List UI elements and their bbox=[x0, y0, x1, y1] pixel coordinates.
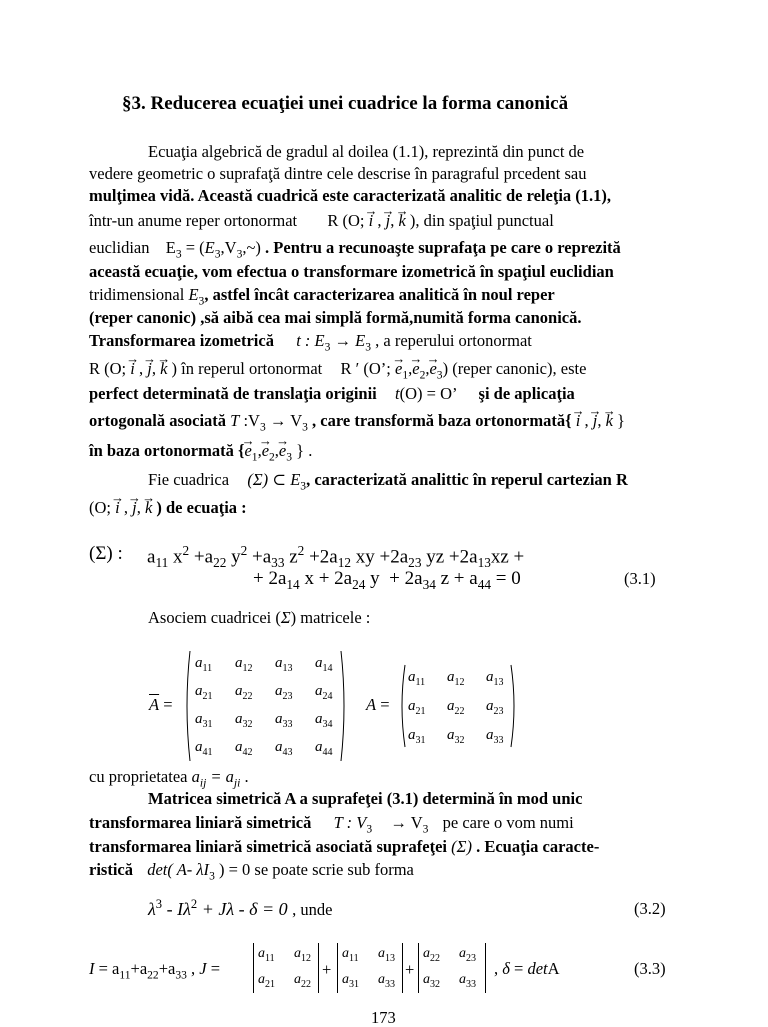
subscript: 3 bbox=[259, 421, 266, 434]
text-span: ristică bbox=[89, 860, 133, 879]
text-span: → V bbox=[390, 813, 423, 832]
text-span: λ bbox=[148, 899, 156, 919]
text-span: E bbox=[188, 285, 199, 304]
text-span: - Iλ bbox=[162, 899, 191, 919]
text-span: E bbox=[204, 238, 215, 257]
matrix-cell: $a_{43}$ bbox=[275, 739, 293, 758]
vector-j: → j bbox=[132, 500, 137, 517]
text-span: într-un anume reper ortonormat bbox=[89, 211, 298, 230]
determinant-right-bar bbox=[318, 943, 319, 993]
matrix-cell: $a_{21}$ bbox=[195, 683, 213, 702]
basis-e: → $e_1,\to e_2,\to e_3$ bbox=[395, 359, 443, 378]
text-span: a bbox=[191, 767, 200, 786]
matrix-cell: $a_{42}$ bbox=[235, 739, 253, 758]
matrix-cell: $a_{41}$ bbox=[195, 739, 213, 758]
paragraph-1-line-1: Ecuaţia algebrică de gradul al doilea (1.1), reprezintă din punct de bbox=[148, 142, 585, 161]
text-span: Transformarea izometrică bbox=[89, 331, 274, 350]
text-span: perfect determinată de translaţia originii bbox=[89, 384, 377, 403]
text-span: t bbox=[395, 384, 400, 403]
basis-ijk: → i , → j, → k bbox=[369, 211, 410, 230]
text-span: transformarea liniară simetrică bbox=[89, 813, 312, 832]
page-number: 173 bbox=[371, 1008, 396, 1027]
equation-number-3-2: (3.2) bbox=[634, 899, 666, 918]
text-span: ) = 0 bbox=[214, 860, 251, 879]
text-span: t : E bbox=[296, 331, 325, 350]
equation-number-3-1: (3.1) bbox=[624, 569, 656, 588]
matrix-cell: $a_{11}$ bbox=[195, 655, 213, 674]
matrix-cell: $a_{34}$ bbox=[315, 711, 333, 730]
section-title: §3. Reducerea ecuaţiei unei cuadrice la forma canonică bbox=[122, 93, 569, 114]
subscript: 3 bbox=[286, 451, 293, 464]
matrix-cell: $a_{44}$ bbox=[315, 739, 333, 758]
text-span: = bbox=[380, 695, 390, 714]
text-span: = a bbox=[94, 959, 120, 978]
sigma-symbol: (Σ) bbox=[451, 837, 472, 856]
text-span: (Σ) ⊂ E bbox=[247, 470, 301, 489]
equation-3-1-line-1: $a_{11}$ $x^2 +a_{22}$ $y^2 +a_{33}$ $z^2 +2a_{12}$ xy $+2a_{23}$ yz $+2a_{13}xz$ + bbox=[147, 543, 525, 571]
matrix-cell: $a_{31}$ bbox=[195, 711, 213, 730]
subscript: 3 bbox=[300, 480, 307, 493]
matrix-abar bbox=[183, 650, 348, 762]
text-span: în baza ortonormată { bbox=[89, 441, 245, 460]
text-span: → V bbox=[269, 411, 303, 430]
text-span: = ( bbox=[181, 238, 205, 257]
text-span: = bbox=[163, 695, 173, 714]
subscript: 33 bbox=[175, 969, 187, 982]
text-span: . bbox=[240, 767, 249, 786]
vector-k: → k bbox=[145, 500, 152, 517]
paragraph-3-line-1: Matricea simetrică A a suprafeţei (3.1) determină în mod unic bbox=[148, 789, 583, 808]
subscript: 1 bbox=[402, 369, 409, 382]
matrix-cell: $a_{33}$ bbox=[275, 711, 293, 730]
text-span: T bbox=[230, 411, 240, 430]
text-span: euclidian bbox=[89, 238, 150, 257]
paragraph-1-line-2: vedere geometric o suprafaţă dintre cele descrise în paragraful prcedent sau bbox=[89, 164, 587, 183]
subscript: 3 bbox=[175, 248, 182, 261]
text-span: ,~) bbox=[242, 238, 261, 257]
superscript: 2 bbox=[190, 897, 198, 911]
text-span: } bbox=[617, 411, 625, 430]
determinant-right-bar bbox=[402, 943, 403, 993]
text-span: , astfel încât caracterizarea analitică în noul reper bbox=[204, 285, 555, 304]
equation-number-3-3: (3.3) bbox=[634, 959, 666, 978]
paragraph-1-line-6: această ecuaţie, vom efectua o transformare izometrică în spaţiul euclidian bbox=[89, 262, 614, 281]
text-span: T : V bbox=[333, 813, 367, 832]
text-span: . Pentru a recunoaşte suprafaţa pe care o reprezită bbox=[265, 238, 621, 257]
text-span: (O; bbox=[89, 498, 111, 517]
subscript: 3 bbox=[236, 248, 243, 261]
determinant-1 bbox=[253, 943, 319, 993]
paragraph-1-line-4 bbox=[89, 213, 554, 230]
text-span: +a bbox=[158, 959, 176, 978]
vector-k: → k bbox=[160, 361, 167, 378]
determinant-cell: $a_{22}$ bbox=[423, 946, 440, 964]
text-span: Fie cuadrica bbox=[148, 470, 230, 489]
equation-3-1-lhs: (Σ) : bbox=[89, 543, 123, 564]
text-span: J bbox=[199, 959, 207, 978]
determinant-left-bar bbox=[253, 943, 254, 993]
matrix-cell: $a_{14}$ bbox=[315, 655, 333, 674]
text-span: , caracterizată analittic în reperul cartezian R bbox=[306, 470, 628, 489]
matrix-cell: $a_{32}$ bbox=[447, 727, 465, 746]
determinant-cell: $a_{13}$ bbox=[378, 946, 395, 964]
text-span: Asociem cuadricei ( bbox=[148, 608, 281, 627]
matrix-cell: $a_{23}$ bbox=[486, 698, 504, 717]
subscript: 3 bbox=[366, 823, 373, 836]
right-parenthesis bbox=[511, 665, 514, 747]
superscript: 3 bbox=[155, 897, 163, 911]
determinant-cell: $a_{21}$ bbox=[258, 972, 275, 990]
subscript: ij bbox=[199, 777, 207, 790]
space-symbol: E bbox=[165, 238, 176, 257]
text-span: det bbox=[527, 959, 548, 978]
property-line bbox=[89, 769, 249, 790]
paragraph-2-line-2 bbox=[89, 500, 247, 517]
text-span: } . bbox=[296, 441, 313, 460]
text-span: = bbox=[509, 959, 528, 978]
text-span: ) matricele : bbox=[290, 608, 371, 627]
paragraph-3-line-2 bbox=[89, 815, 574, 836]
left-parenthesis bbox=[402, 665, 405, 747]
text-span: ,V bbox=[220, 238, 237, 257]
text-span: , bbox=[186, 959, 200, 978]
matrix-cell: $a_{13}$ bbox=[275, 655, 293, 674]
text-span: ortogonală asociată bbox=[89, 411, 227, 430]
equation-3-1-line-2: + $2a_{14}$ $x + 2a_{24}$ $y + 2a_{34}$ $z + a_{44} = 0$ bbox=[253, 568, 521, 592]
vector-e3: → e bbox=[279, 443, 286, 460]
matrix-cell: $a_{24}$ bbox=[315, 683, 333, 702]
text-span: , a reperului ortonormat bbox=[375, 331, 532, 350]
determinant-cell: $a_{11}$ bbox=[342, 946, 359, 964]
paragraph-1-line-10 bbox=[89, 361, 586, 382]
paragraph-1-line-13 bbox=[89, 443, 312, 464]
determinant-3 bbox=[418, 943, 486, 993]
sigma-symbol: Σ bbox=[280, 608, 291, 627]
reper-symbol: R (O; bbox=[89, 359, 127, 378]
matrix-cell: $a_{31}$ bbox=[408, 727, 426, 746]
determinant-cell: $a_{31}$ bbox=[342, 972, 359, 990]
vector-e1: → e bbox=[244, 443, 251, 460]
determinant-cell: $a_{11}$ bbox=[258, 946, 275, 964]
basis-ijk: → i , → j, → k bbox=[115, 498, 156, 517]
equation-3-2 bbox=[148, 898, 332, 919]
paragraph-1-line-7 bbox=[89, 287, 555, 308]
text-span: A bbox=[366, 695, 377, 714]
vector-e2: → e bbox=[412, 361, 419, 378]
matrix-cell: $a_{22}$ bbox=[235, 683, 253, 702]
paragraph-3-line-3 bbox=[89, 839, 599, 856]
equation-3-3-trace bbox=[89, 961, 220, 982]
reper-symbol: R (O; bbox=[327, 211, 365, 230]
text-span: transformarea liniară simetrică asociată suprafeţei bbox=[89, 837, 448, 856]
matrix-cell: $a_{32}$ bbox=[235, 711, 253, 730]
text-span: :V bbox=[239, 411, 260, 430]
vector-i: → i bbox=[130, 361, 135, 378]
paragraph-3-line-4 bbox=[89, 862, 414, 883]
matrix-cell: $a_{23}$ bbox=[275, 683, 293, 702]
text-span: şi de aplicaţia bbox=[478, 384, 575, 403]
subscript: 2 bbox=[269, 451, 275, 464]
matrix-abar-label bbox=[149, 697, 173, 714]
text-span: , bbox=[494, 959, 503, 978]
vector-k: → k bbox=[398, 213, 405, 230]
matrix-cell: $a_{12}$ bbox=[447, 669, 465, 688]
equation-3-3-delta bbox=[494, 961, 560, 978]
vector-j: → j bbox=[386, 213, 391, 230]
right-parenthesis bbox=[341, 651, 344, 761]
text-span: tridimensional bbox=[89, 285, 185, 304]
vector-i: → i bbox=[369, 213, 374, 230]
text-span: ) (reper canonic), este bbox=[442, 359, 587, 378]
text-span: (O) = O’ bbox=[399, 384, 457, 403]
text-span: → E bbox=[334, 331, 366, 350]
determinant-left-bar bbox=[337, 943, 338, 993]
vector-i: → i bbox=[115, 500, 120, 517]
matrix-cell: $a_{33}$ bbox=[486, 727, 504, 746]
subscript: 1 bbox=[251, 451, 258, 464]
left-parenthesis bbox=[187, 651, 190, 761]
subscript: 3 bbox=[209, 870, 215, 883]
paragraph-1-line-8: (reper canonic) ,să aibă cea mai simplă formă,numită forma canonică. bbox=[89, 308, 582, 327]
subscript: 3 bbox=[422, 823, 429, 836]
text-span: A bbox=[547, 959, 560, 978]
matrix-cell: $a_{12}$ bbox=[235, 655, 253, 674]
paragraph-1-line-3: mulţimea vidă. Această cuadrică este caracterizată analitic de releţia (1.1), bbox=[89, 186, 612, 205]
vector-e3: → e bbox=[429, 361, 436, 378]
basis-e: → $e_1,\to e_2,\to e_3$ bbox=[244, 441, 292, 460]
determinant-right-bar bbox=[485, 943, 486, 993]
determinant-left-bar bbox=[418, 943, 419, 993]
subscript: 22 bbox=[147, 969, 159, 982]
vector-j: → j bbox=[147, 361, 152, 378]
paragraph-1-line-5 bbox=[89, 240, 621, 261]
matrix-cell: $a_{21}$ bbox=[408, 698, 426, 717]
matrix-cell: $a_{22}$ bbox=[447, 698, 465, 717]
determinant-cell: $a_{33}$ bbox=[459, 972, 476, 990]
text-span: I bbox=[89, 959, 95, 978]
vector-e2: → e bbox=[262, 443, 269, 460]
text-span: δ bbox=[502, 959, 510, 978]
matrix-a-label bbox=[366, 697, 390, 714]
paragraph-2-line-1 bbox=[148, 472, 628, 493]
basis-ijk: → i , → j, → k bbox=[576, 411, 617, 430]
determinant-cell: $a_{23}$ bbox=[459, 946, 476, 964]
text-span: = bbox=[206, 959, 221, 978]
text-span: pe care o vom numi bbox=[442, 813, 574, 832]
vector-e1: → e bbox=[395, 361, 402, 378]
plus-sign-2: + bbox=[405, 960, 415, 979]
text-span: $\overline{A}$ bbox=[149, 695, 160, 714]
vector-k: → k bbox=[606, 413, 613, 430]
subscript: 2 bbox=[419, 369, 426, 382]
associate-line bbox=[148, 610, 370, 627]
subscript: 3 bbox=[214, 248, 221, 261]
subscript: ji bbox=[233, 777, 241, 790]
subscript: 3 bbox=[198, 295, 205, 308]
text-span: ) de ecuaţia : bbox=[156, 498, 247, 517]
matrix-a bbox=[398, 664, 518, 748]
text-span: se poate scrie sub forma bbox=[254, 860, 414, 879]
vector-j: → j bbox=[593, 413, 598, 430]
text-span: + Jλ - δ = 0 bbox=[197, 899, 288, 919]
plus-sign-1: + bbox=[322, 960, 332, 979]
paragraph-1-line-11 bbox=[89, 386, 575, 403]
matrix-cell: $a_{13}$ bbox=[486, 669, 504, 688]
text-span: ), din spaţiul punctual bbox=[409, 211, 554, 230]
subscript: 3 bbox=[324, 341, 331, 354]
text-span: , care transformă baza ortonormată{ bbox=[312, 411, 572, 430]
text-span: ) în reperul ortonormat bbox=[171, 359, 323, 378]
matrix-cell: $a_{11}$ bbox=[408, 669, 426, 688]
determinant-cell: $a_{22}$ bbox=[294, 972, 311, 990]
determinant-cell: $a_{32}$ bbox=[423, 972, 440, 990]
text-span: . Ecuaţia caracte- bbox=[476, 837, 600, 856]
determinant-2 bbox=[337, 943, 403, 993]
paragraph-1-line-12 bbox=[89, 413, 625, 434]
text-span: +a bbox=[130, 959, 148, 978]
text-span: = a bbox=[206, 767, 234, 786]
reper-prime-symbol: R ′ (O’; bbox=[340, 359, 391, 378]
subscript: 3 bbox=[302, 421, 308, 434]
text-span: cu proprietatea bbox=[89, 767, 188, 786]
vector-i: → i bbox=[576, 413, 581, 430]
determinant-cell: $a_{33}$ bbox=[378, 972, 395, 990]
subscript: 3 bbox=[365, 341, 372, 354]
subscript: 3 bbox=[436, 369, 443, 382]
text-span: det( A- λI bbox=[147, 860, 210, 879]
determinant-cell: $a_{12}$ bbox=[294, 946, 311, 964]
text-span: , unde bbox=[292, 900, 333, 919]
subscript: 11 bbox=[119, 969, 131, 982]
basis-ijk: → i , → j, → k bbox=[130, 359, 171, 378]
